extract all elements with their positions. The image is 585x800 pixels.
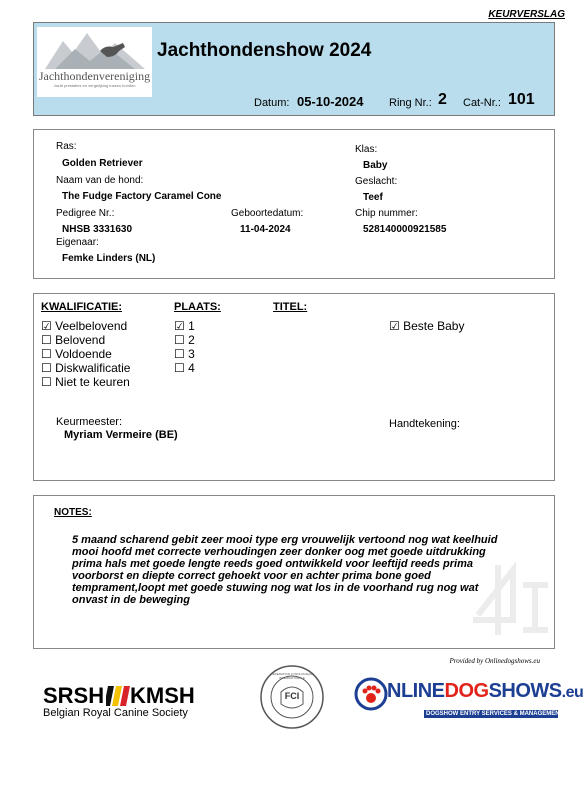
kwalificatie-option[interactable]: [41, 333, 105, 347]
titel-heading: TITEL:: [273, 301, 308, 313]
kwalificatie-option-label: Niet te keuren: [55, 375, 130, 389]
pedigree-label: Pedigree Nr.:: [56, 208, 115, 219]
kwalificatie-option[interactable]: [41, 319, 127, 333]
kwalificatie-option-label: Voldoende: [55, 347, 112, 361]
chip-label: Chip nummer:: [355, 208, 418, 219]
show-title: Jachthondenshow 2024: [157, 40, 372, 61]
plaats-option-label: 1: [188, 319, 195, 333]
logo-subtext: Jacht prestaties en vergelijking tussen honden: [53, 83, 136, 88]
naam-label: Naam van de hond:: [56, 175, 144, 186]
geslacht-label: Geslacht:: [355, 176, 398, 187]
plaats-option-label: 4: [188, 361, 195, 375]
ring-value: 2: [438, 91, 447, 108]
notes-text: [72, 534, 532, 606]
notes-line: prima hals met goede lengte reeds goed ontwikkeld voor leeftijd reeds prima: [72, 558, 473, 570]
checkbox-icon: ☐: [41, 333, 52, 347]
kwalificatie-option-label: Belovend: [55, 333, 106, 347]
plaats-option[interactable]: [174, 347, 195, 361]
checkbox-icon: ☐: [174, 347, 185, 361]
cat-label: Cat-Nr.:: [463, 97, 501, 109]
checkbox-icon: ☑: [41, 319, 52, 333]
handtekening-label: Handtekening:: [389, 418, 460, 430]
keurmeester-label: Keurmeester:: [56, 416, 123, 428]
plaats-option-label: 3: [188, 347, 195, 361]
eigenaar-value: Femke Linders (NL): [62, 253, 156, 264]
kwalificatie-option[interactable]: [41, 361, 130, 375]
plaats-option[interactable]: [174, 361, 195, 375]
notes-line: onvast in de beweging: [72, 594, 190, 606]
ods-online-text: NLINE: [387, 680, 445, 702]
kwalificatie-heading: KWALIFICATIE:: [41, 301, 123, 313]
klas-label: Klas:: [355, 144, 378, 155]
geboorte-value: 11-04-2024: [240, 224, 291, 235]
notes-line: 5 maand scharend gebit zeer mooi type erg vrouwelijk vertoond nog wat keelhuid: [72, 534, 498, 546]
pedigree-value: NHSB 3331630: [62, 224, 133, 235]
ods-subtitle: DOGSHOW ENTRY SERVICES & MANAGEMENT: [426, 711, 564, 717]
checkbox-icon: ☑: [389, 319, 400, 333]
notes-heading: NOTES:: [54, 507, 92, 518]
ring-label: Ring Nr.:: [389, 97, 432, 109]
checkbox-icon: ☐: [174, 361, 185, 375]
notes-line: voorborst en diepte correct gehoekt voor en achter prima bone goed: [72, 570, 431, 582]
mountain-dog-logo-icon: [45, 29, 145, 69]
srsh-kmsh-logo: [43, 683, 193, 723]
fci-seal: [259, 664, 325, 730]
cat-value: 101: [508, 91, 535, 108]
document-type-label: KEURVERSLAG: [488, 9, 565, 20]
ods-shows-text: SHOWS: [488, 680, 562, 702]
ods-eu-text: .eu: [561, 684, 584, 701]
logo-text: Jachthondenvereniging: [38, 69, 151, 83]
datum-value: 05-10-2024: [297, 94, 364, 109]
kwalificatie-option-label: Diskwalificatie: [55, 361, 131, 375]
ras-label: Ras:: [56, 141, 77, 152]
eigenaar-label: Eigenaar:: [56, 237, 99, 248]
ras-value: Golden Retriever: [62, 158, 143, 169]
plaats-option[interactable]: [174, 333, 195, 347]
geboorte-label: Geboortedatum:: [231, 208, 304, 219]
onlinedogshows-logo: [354, 677, 584, 727]
notes-line: mooi hoofd met correcte verhoudingen zeer donker oog met goede uitdrukking: [72, 546, 486, 558]
naam-value: The Fudge Factory Caramel Cone: [62, 191, 222, 202]
checkbox-icon: ☑: [174, 319, 185, 333]
titel-option[interactable]: [389, 319, 464, 333]
geslacht-value: Teef: [363, 192, 383, 203]
kwalificatie-option-label: Veelbelovend: [55, 319, 128, 333]
datum-label: Datum:: [254, 97, 290, 109]
checkbox-icon: ☐: [41, 347, 52, 361]
checkbox-icon: ☐: [41, 361, 52, 375]
plaats-option[interactable]: [174, 319, 195, 333]
srsh-subtitle: Belgian Royal Canine Society: [43, 707, 188, 719]
kwalificatie-option[interactable]: [41, 347, 112, 361]
provided-by-text: Provided by Onlinedogshows.eu: [449, 657, 540, 665]
plaats-option-label: 2: [188, 333, 195, 347]
keurmeester-value: Myriam Vermeire (BE): [64, 429, 178, 441]
kwalificatie-option[interactable]: [41, 375, 130, 389]
chip-value: 528140000921585: [363, 224, 447, 235]
klas-value: Baby: [363, 160, 388, 171]
belgian-flag-icon: [106, 686, 132, 706]
titel-value: Beste Baby: [403, 319, 465, 333]
paw-icon: [354, 677, 388, 711]
checkbox-icon: ☐: [41, 375, 52, 389]
ods-dog-text: DOG: [444, 680, 489, 702]
checkbox-icon: ☐: [174, 333, 185, 347]
plaats-heading: PLAATS:: [174, 301, 221, 313]
kmsh-text: KMSH: [130, 683, 195, 708]
fci-text: FCI: [284, 691, 300, 701]
srsh-text: SRSH: [43, 683, 105, 708]
club-logo: [37, 27, 152, 97]
fci-ring-text: FEDERATION CYNOLOGIQUE INTERNATIONALE: [270, 672, 314, 680]
notes-line: temprament,loopt met goede stuwing nog wat los in de voorhand rug nog wat: [72, 582, 479, 594]
